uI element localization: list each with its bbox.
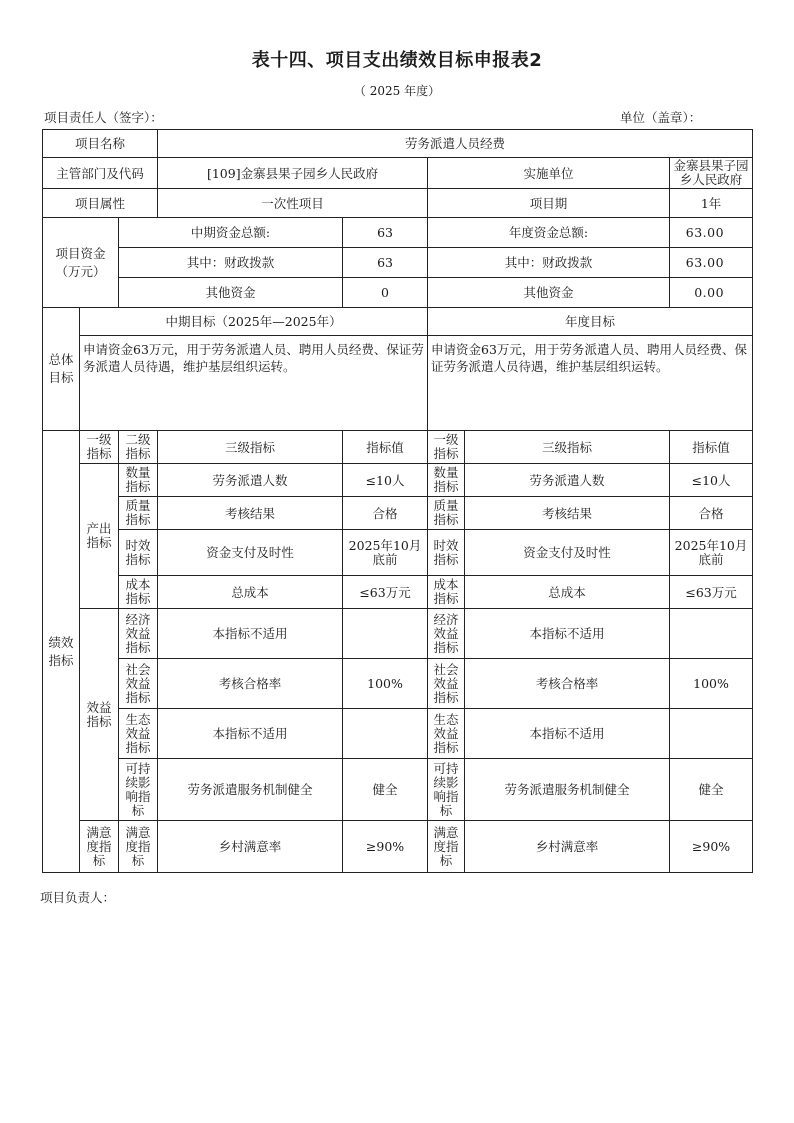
mid-fin-value: 63 (343, 248, 428, 278)
indicator-l3: 本指标不适用 (158, 709, 343, 759)
indicator-l2-year: 时效指标 (428, 530, 465, 576)
indicator-l2-year: 生态效益指标 (428, 709, 465, 759)
year-other-value: 0.00 (670, 278, 753, 308)
responsible-person-label: 项目责任人（签字）： (44, 110, 163, 125)
fiscal-year: （ 2025 年度） (353, 84, 441, 98)
indicator-value: ≤63万元 (343, 576, 428, 609)
indicator-value-year (670, 609, 753, 659)
indicator-value-year: 100% (670, 659, 753, 709)
indicator-l3-year: 本指标不适用 (465, 709, 670, 759)
indicator-value: 健全 (343, 759, 428, 821)
project-name: 劳务派遣人员经费 (158, 130, 753, 158)
indicator-value-year: ≤63万元 (670, 576, 753, 609)
indicator-l3: 考核结果 (158, 497, 343, 530)
performance-goal-table (42, 129, 753, 873)
indicator-value-year: ≥90% (670, 821, 753, 873)
satisfaction-indicator-label: 满意度指标 (80, 821, 119, 873)
indicator-l3: 劳务派遣人数 (158, 464, 343, 497)
page-title: 表十四、项目支出绩效目标申报表2 (251, 50, 543, 71)
mid-fin-label: 其中：财政拨款 (119, 248, 343, 278)
impl-unit-label: 实施单位 (428, 158, 670, 189)
indicator-l2: 经济效益指标 (119, 609, 158, 659)
indicator-value-year: 2025年10月底前 (670, 530, 753, 576)
year-total-value: 63.00 (670, 218, 753, 248)
year-fin-label: 其中：财政拨款 (428, 248, 670, 278)
indicator-l2-year: 数量指标 (428, 464, 465, 497)
impl-unit-value: 金寨县果子园乡人民政府 (670, 158, 753, 189)
dept-value: [109]金寨县果子园乡人民政府 (158, 158, 428, 189)
indicator-value-year: 合格 (670, 497, 753, 530)
year-total-label: 年度资金总额: (428, 218, 670, 248)
indicator-l3-year: 本指标不适用 (465, 609, 670, 659)
indicator-l3-year: 考核结果 (465, 497, 670, 530)
project-period-value: 1年 (670, 189, 753, 218)
header-level2-year: 一级指标 (428, 431, 465, 464)
indicator-l2-year: 质量指标 (428, 497, 465, 530)
mid-total-value: 63 (343, 218, 428, 248)
mid-goal-header: 中期目标（2025年—2025年） (80, 308, 428, 336)
year-goal-header: 年度目标 (428, 308, 753, 336)
header-level1: 一级指标 (80, 431, 119, 464)
indicator-l2: 可持续影响指标 (119, 759, 158, 821)
year-fin-value: 63.00 (670, 248, 753, 278)
indicator-l3: 资金支付及时性 (158, 530, 343, 576)
indicator-value-year: 健全 (670, 759, 753, 821)
indicator-value: 合格 (343, 497, 428, 530)
indicator-l3: 考核合格率 (158, 659, 343, 709)
indicators-label: 绩效指标 (43, 431, 80, 873)
overall-goal-label: 总体目标 (43, 308, 80, 431)
project-name-label: 项目名称 (43, 130, 158, 158)
indicator-l3-year: 乡村满意率 (465, 821, 670, 873)
indicator-l2: 生态效益指标 (119, 709, 158, 759)
indicator-value: 2025年10月底前 (343, 530, 428, 576)
header-level3-year: 三级指标 (465, 431, 670, 464)
indicator-value-year (670, 709, 753, 759)
benefit-indicator-label: 效益指标 (80, 609, 119, 821)
indicator-l3-year: 总成本 (465, 576, 670, 609)
indicator-l3: 劳务派遣服务机制健全 (158, 759, 343, 821)
project-attr-value: 一次性项目 (158, 189, 428, 218)
indicator-l2-year: 成本指标 (428, 576, 465, 609)
indicator-l2: 时效指标 (119, 530, 158, 576)
header-value-year: 指标值 (670, 431, 753, 464)
project-period-label: 项目期 (428, 189, 670, 218)
indicator-l3-year: 劳务派遣人数 (465, 464, 670, 497)
indicator-value: 100% (343, 659, 428, 709)
header-level2: 二级指标 (119, 431, 158, 464)
indicator-l2-year: 满意度指标 (428, 821, 465, 873)
indicator-value: ≤10人 (343, 464, 428, 497)
output-indicator-label: 产出指标 (80, 464, 119, 609)
project-attr-label: 项目属性 (43, 189, 158, 218)
unit-seal-label: 单位（盖章）： (620, 110, 702, 125)
indicator-l3: 总成本 (158, 576, 343, 609)
indicator-l3-year: 资金支付及时性 (465, 530, 670, 576)
indicator-l2-year: 社会效益指标 (428, 659, 465, 709)
indicator-l2-year: 经济效益指标 (428, 609, 465, 659)
indicator-l3: 本指标不适用 (158, 609, 343, 659)
funds-label: 项目资金（万元） (43, 218, 119, 308)
indicator-l2: 满意度指标 (119, 821, 158, 873)
indicator-value (343, 709, 428, 759)
mid-total-label: 中期资金总额: (119, 218, 343, 248)
header-value: 指标值 (343, 431, 428, 464)
indicator-l2: 质量指标 (119, 497, 158, 530)
project-leader-label: 项目负责人： (40, 890, 116, 905)
indicator-l2: 数量指标 (119, 464, 158, 497)
indicator-value: ≥90% (343, 821, 428, 873)
indicator-l2-year: 可持续影响指标 (428, 759, 465, 821)
indicator-value (343, 609, 428, 659)
header-level3: 三级指标 (158, 431, 343, 464)
indicator-l2: 成本指标 (119, 576, 158, 609)
dept-label: 主管部门及代码 (43, 158, 158, 189)
mid-other-label: 其他资金 (119, 278, 343, 308)
indicator-value-year: ≤10人 (670, 464, 753, 497)
indicator-l2: 社会效益指标 (119, 659, 158, 709)
mid-other-value: 0 (343, 278, 428, 308)
indicator-l3-year: 劳务派遣服务机制健全 (465, 759, 670, 821)
year-goal-text: 申请资金63万元，用于劳务派遣人员、聘用人员经费、保证劳务派遣人员待遇，维护基层组织运转。 (428, 336, 753, 431)
indicator-l3-year: 考核合格率 (465, 659, 670, 709)
indicator-l3: 乡村满意率 (158, 821, 343, 873)
year-other-label: 其他资金 (428, 278, 670, 308)
mid-goal-text: 申请资金63万元，用于劳务派遣人员、聘用人员经费、保证劳务派遣人员待遇，维护基层组织运转。 (80, 336, 428, 431)
